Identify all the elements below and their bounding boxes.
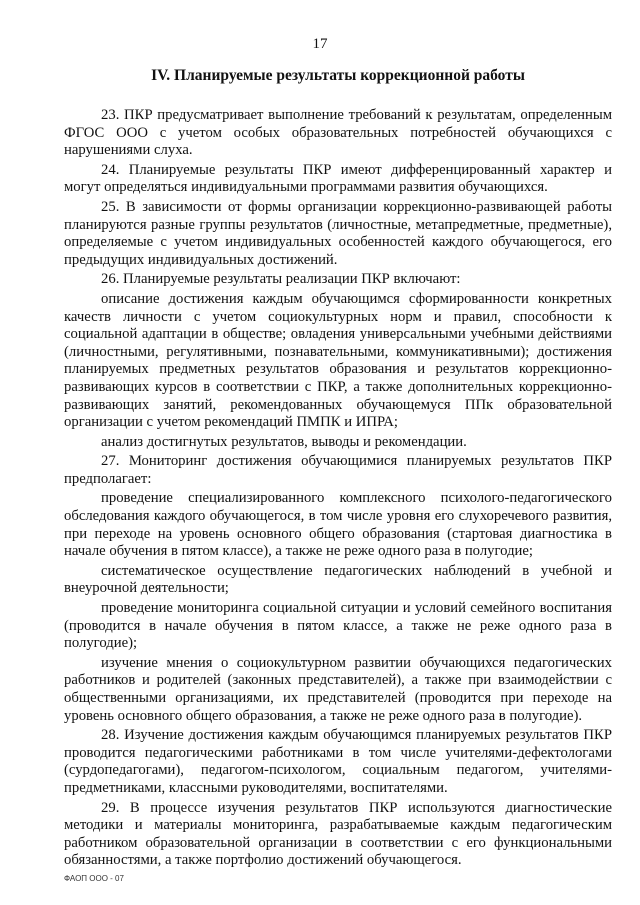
section-heading: IV. Планируемые результаты коррекционной работы <box>151 67 525 84</box>
page-number: 17 <box>312 36 328 52</box>
paragraph-24: 24. Планируемые результаты ПКР имеют дифференцированный характер и могут определяться индивидуальными программами развития обучающихся. <box>64 161 612 196</box>
paragraph-29: 29. В процессе изучения результатов ПКР используются диагностические методики и материалы мониторинга, разрабатываемые каждым педагогическим работником образовательной организации в соответствии с его функциональными обязанностями, а также портфолио достижений обучающегося. <box>64 799 612 869</box>
footer-code: ФАОП ООО - 07 <box>64 874 124 883</box>
paragraph-27-item-examination: проведение специализированного комплексного психолого-педагогического обследования каждого обучающегося, в том числе уровня его слухоречевого развития, при переходе на уровень основного общего образования (стартовая диагностика в начале обучения в пятом классе), а также не реже одного раза в полугодие; <box>64 490 612 560</box>
document-body <box>64 107 612 872</box>
paragraph-26: 26. Планируемые результаты реализации ПКР включают: <box>101 271 461 288</box>
paragraph-27-item-opinion: изучение мнения о социокультурном развитии обучающихся педагогических работников и родителей (законных представителей), а также при взаимодействии с общественными организациями, их представителей (проводится при переходе на уровень основного общего образования, а также не реже одного раза в полугодие). <box>64 654 612 724</box>
paragraph-23: 23. ПКР предусматривает выполнение требований к результатам, определенным ФГОС ООО с учетом особых образовательных потребностей обучающихся с нарушениями слуха. <box>64 107 612 159</box>
paragraph-27-item-monitoring: проведение мониторинга социальной ситуации и условий семейного воспитания (проводится в начале обучения в пятом классе, а также не реже одного раза в полугодие); <box>64 600 612 652</box>
paragraph-28: 28. Изучение достижения каждым обучающимся планируемых результатов ПКР проводится педагогическими работниками в том числе учителями-дефектологами (сурдопедагогами), педагогом-психологом, социальным педагогом, учителями-предметниками, классными руководителями, воспитателями. <box>64 727 612 796</box>
paragraph-26-item-analysis: анализ достигнутых результатов, выводы и рекомендации. <box>101 433 467 450</box>
paragraph-27-item-observation: систематическое осуществление педагогических наблюдений в учебной и внеурочной деятельности; <box>64 562 612 597</box>
paragraph-26-item-description: описание достижения каждым обучающимся сформированности конкретных качеств личности с учетом социокультурных норм и правил, способности к социальной адаптации в обществе; овладения универсальными учебными действиями (личностными, регулятивными, познавательными, коммуникативными); достижения планируемых предметных результатов образования и результатов коррекционно-развивающих курсов в соответствии с ПКР, а также дополнительных коррекционно-развивающих занятий, рекомендованных обучающемуся ППк образовательной организации с учетом рекомендаций ПМПК и ИПРА; <box>64 290 612 431</box>
paragraph-27: 27. Мониторинг достижения обучающимися планируемых результатов ПКР предполагает: <box>64 453 612 487</box>
paragraph-25: 25. В зависимости от формы организации коррекционно-развивающей работы планируются разные группы результатов (личностные, метапредметные, предметные), определяемые с учетом индивидуальных особенностей каждого обучающегося, его предыдущих индивидуальных достижений. <box>64 198 612 268</box>
